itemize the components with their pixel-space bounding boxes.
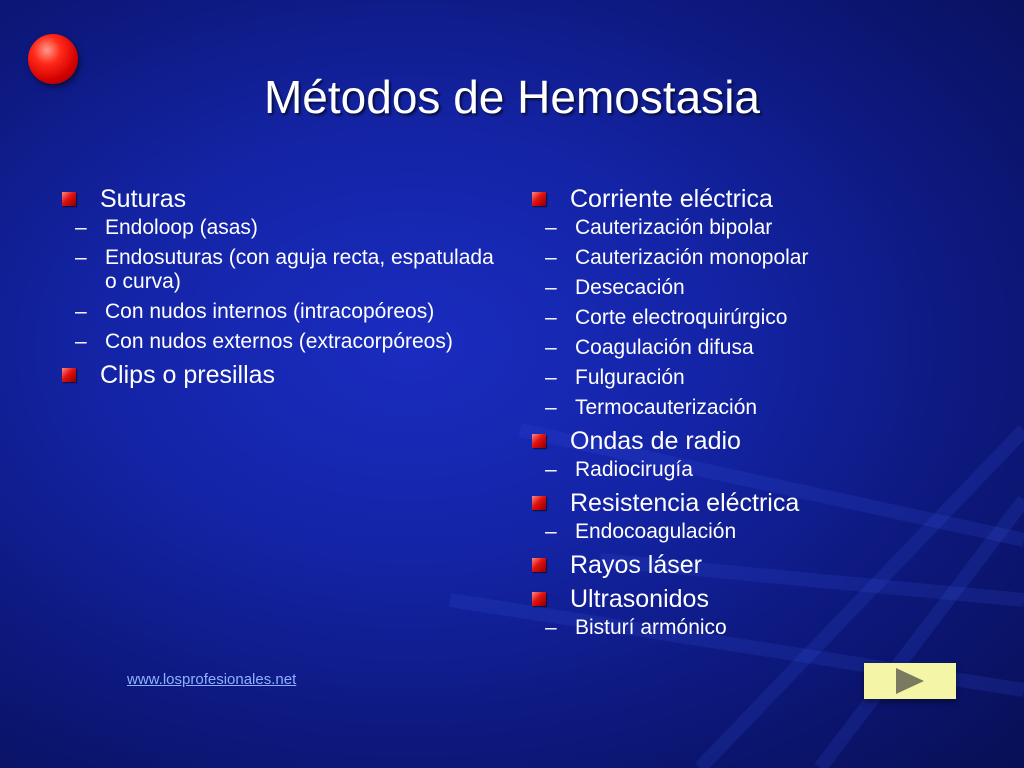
bullet-item [60, 184, 500, 214]
bullet-item [530, 426, 1000, 456]
sub-bullet-label: Cauterización monopolar [575, 246, 809, 269]
sub-bullet-item [530, 616, 1000, 640]
square-bullet-icon [62, 192, 76, 206]
bullet-label: Rayos láser [570, 551, 702, 579]
sub-bullet-item [530, 306, 1000, 330]
square-bullet-icon [532, 192, 546, 206]
dash-bullet-icon: – [545, 216, 557, 239]
dash-bullet-icon: – [75, 300, 87, 323]
sub-bullet-label: Radiocirugía [575, 458, 693, 481]
bullet-item [530, 584, 1000, 614]
sub-bullet-label: Con nudos internos (intracopóreos) [105, 300, 435, 323]
sub-bullet-label: Endosuturas (con aguja recta, espatulada o curva) [105, 246, 494, 293]
dash-bullet-icon: – [545, 336, 557, 359]
sub-bullet-label: Desecación [575, 276, 685, 299]
dash-bullet-icon: – [545, 458, 557, 481]
sub-bullet-label: Fulguración [575, 366, 685, 389]
bullet-item [530, 488, 1000, 518]
sub-bullet-item [530, 366, 1000, 390]
sub-bullet-label: Corte electroquirúrgico [575, 306, 788, 329]
square-bullet-icon [532, 558, 546, 572]
sub-bullet-label: Con nudos externos (extracorpóreos) [105, 330, 453, 353]
square-bullet-icon [532, 496, 546, 510]
sub-bullet-label: Coagulación difusa [575, 336, 754, 359]
sub-bullet-item [60, 216, 500, 240]
sub-bullet-item [530, 276, 1000, 300]
bullet-item [530, 184, 1000, 214]
dash-bullet-icon: – [545, 520, 557, 543]
bullet-item [530, 550, 1000, 580]
sub-bullet-label: Cauterización bipolar [575, 216, 773, 239]
play-arrow-icon [896, 668, 924, 694]
sub-bullet-item [530, 396, 1000, 420]
sub-bullet-item [60, 330, 500, 354]
sub-bullet-item [530, 458, 1000, 482]
bullet-label: Clips o presillas [100, 361, 276, 389]
sub-bullet-label: Termocauterización [575, 396, 758, 419]
footer-link[interactable]: www.losprofesionales.net [127, 671, 297, 688]
bullet-label: Ultrasonidos [570, 585, 709, 613]
sub-bullet-label: Bisturí armónico [575, 616, 727, 639]
dash-bullet-icon: – [545, 616, 557, 639]
bullet-label: Suturas [100, 185, 187, 213]
bullet-label: Ondas de radio [570, 427, 741, 455]
bullet-item [60, 360, 500, 390]
square-bullet-icon [532, 592, 546, 606]
bullet-label: Corriente eléctrica [570, 185, 773, 213]
dash-bullet-icon: – [545, 246, 557, 269]
dash-bullet-icon: – [75, 330, 87, 353]
sub-bullet-label: Endocoagulación [575, 520, 737, 543]
slide-title: Métodos de Hemostasia [263, 71, 761, 123]
sub-bullet-item [530, 336, 1000, 360]
dash-bullet-icon: – [75, 246, 87, 269]
sub-bullet-item [60, 246, 500, 294]
left-column [60, 180, 500, 390]
bullet-label: Resistencia eléctrica [570, 489, 800, 517]
square-bullet-icon [532, 434, 546, 448]
next-slide-button[interactable] [864, 663, 956, 699]
dash-bullet-icon: – [75, 216, 87, 239]
dash-bullet-icon: – [545, 366, 557, 389]
square-bullet-icon [62, 368, 76, 382]
sub-bullet-item [530, 520, 1000, 544]
sub-bullet-item [530, 216, 1000, 240]
dash-bullet-icon: – [545, 276, 557, 299]
dash-bullet-icon: – [545, 306, 557, 329]
sub-bullet-item [60, 300, 500, 324]
sub-bullet-item [530, 246, 1000, 270]
dash-bullet-icon: – [545, 396, 557, 419]
right-column [530, 180, 1000, 646]
sub-bullet-label: Endoloop (asas) [105, 216, 258, 239]
